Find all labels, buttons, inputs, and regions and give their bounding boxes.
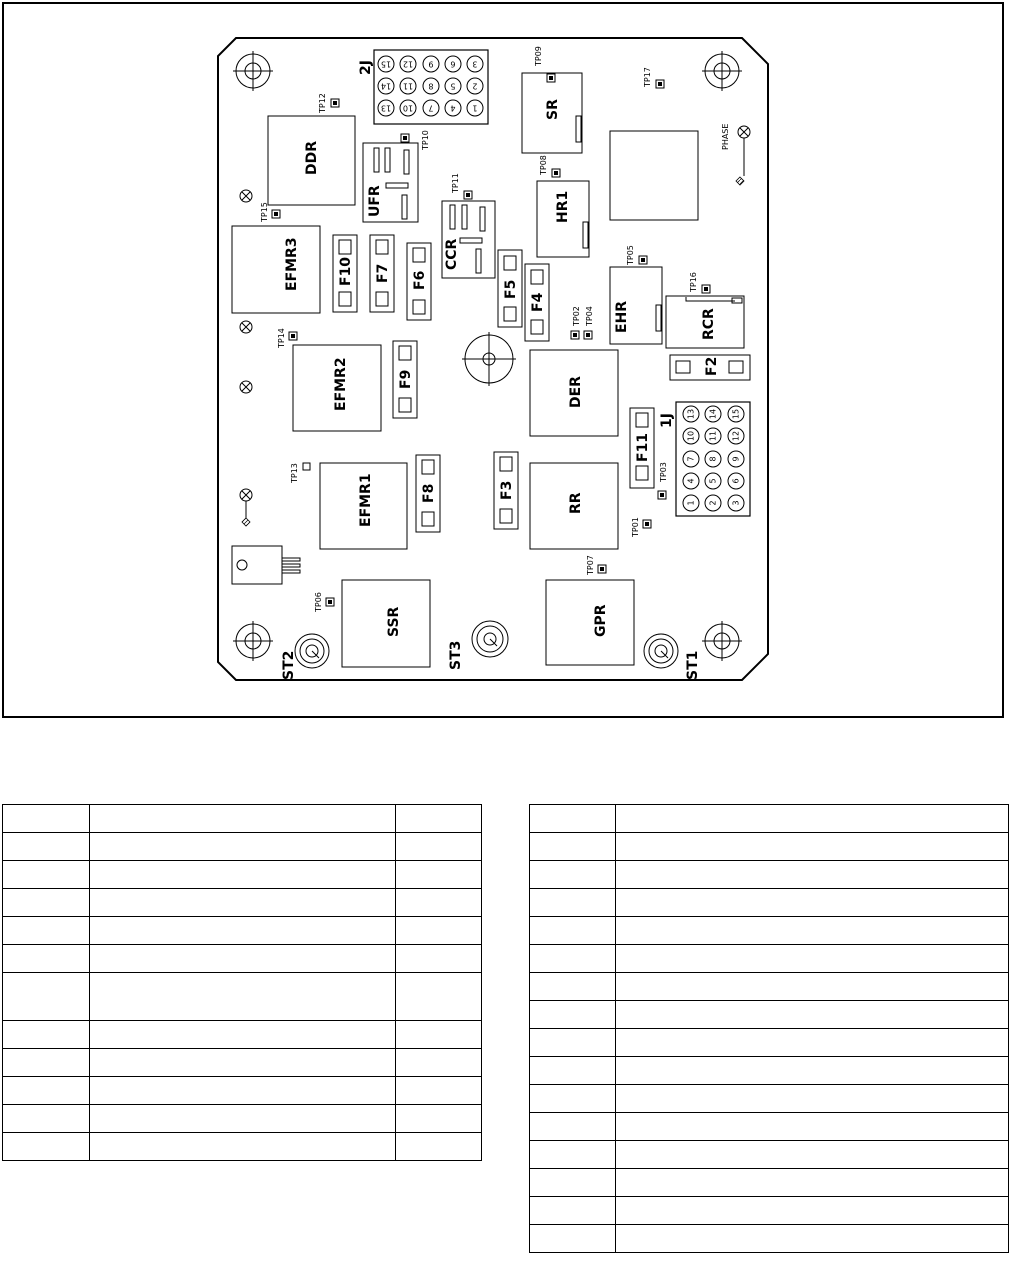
table-cell [396, 945, 482, 973]
table-cell [3, 861, 90, 889]
table-cell [530, 805, 616, 833]
table-cell [396, 1021, 482, 1049]
relay-sr-label: SR [545, 99, 561, 120]
tp16-point [702, 285, 710, 293]
table-cell [615, 945, 1008, 973]
led-indicator [240, 321, 252, 333]
table-cell [396, 973, 482, 1021]
tp08-point [552, 169, 560, 177]
svg-text:10: 10 [402, 103, 414, 113]
tp10-label: TP10 [421, 130, 430, 150]
relay-rcr-label: RCR [701, 308, 717, 340]
table-cell [89, 805, 395, 833]
table-row [3, 1077, 482, 1105]
connector-2j-pin [467, 56, 483, 72]
table-cell [615, 1141, 1008, 1169]
table-cell [396, 833, 482, 861]
connector-1j-pin [705, 473, 721, 489]
table-row [3, 861, 482, 889]
relay-gpr-label: GPR [593, 604, 609, 637]
connector-2j-pin [445, 78, 461, 94]
connector-1j-pin [728, 428, 744, 444]
table-cell [615, 889, 1008, 917]
tp11-label: TP11 [451, 173, 460, 193]
fuse-f8-label: F8 [421, 483, 437, 503]
table-cell [530, 1169, 616, 1197]
svg-text:15: 15 [380, 59, 392, 69]
solder-pad [736, 177, 744, 185]
table-row [530, 973, 1009, 1001]
table-cell [89, 1077, 395, 1105]
tp16-label: TP16 [689, 272, 698, 292]
table-row [530, 945, 1009, 973]
svg-text:12: 12 [731, 430, 741, 442]
table-cell [396, 1077, 482, 1105]
table-cell [396, 861, 482, 889]
connector-1j-pin [683, 406, 699, 422]
relay-rr-label: RR [568, 492, 584, 514]
svg-text:1: 1 [686, 500, 696, 506]
table-cell [89, 1021, 395, 1049]
table-cell [396, 1133, 482, 1161]
tp13-point [303, 463, 310, 470]
fuse-f10-label: F10 [338, 256, 354, 286]
svg-text:14: 14 [380, 81, 392, 91]
table-cell [3, 889, 90, 917]
connector-1j-pin [705, 406, 721, 422]
table-cell [615, 1225, 1008, 1253]
solder-pad [242, 518, 250, 526]
connector-1j-pin [683, 451, 699, 467]
table-cell [615, 833, 1008, 861]
relay-efmr1-label: EFMR1 [358, 473, 374, 527]
connector-2j-pin [445, 100, 461, 116]
table-cell [89, 917, 395, 945]
table-cell [3, 917, 90, 945]
svg-text:4: 4 [450, 103, 456, 113]
fuse-f6-label: F6 [412, 270, 428, 290]
table-row [3, 945, 482, 973]
fuse-f9-label: F9 [398, 369, 414, 389]
relay-ddr-label: DDR [304, 140, 320, 175]
table-row [530, 1197, 1009, 1225]
st3-label: ST3 [448, 640, 464, 670]
table-cell [615, 1085, 1008, 1113]
relay-ssr-label: SSR [386, 606, 402, 637]
table-row [3, 917, 482, 945]
connector-1j-pin [683, 473, 699, 489]
svg-text:2: 2 [708, 500, 718, 506]
connector-1j-pin [705, 428, 721, 444]
fuse-f4-label: F4 [530, 292, 546, 312]
table-cell [3, 1077, 90, 1105]
connector-2j-pin [423, 100, 439, 116]
svg-text:9: 9 [428, 59, 434, 69]
table-cell [530, 945, 616, 973]
tp05-point [639, 256, 647, 264]
svg-text:2: 2 [472, 81, 478, 91]
svg-text:4: 4 [686, 478, 696, 484]
tp14-point [289, 332, 297, 340]
table-row [530, 1113, 1009, 1141]
table-row [3, 805, 482, 833]
svg-text:13: 13 [686, 408, 696, 420]
svg-text:15: 15 [731, 408, 741, 420]
unlabeled-component [610, 131, 698, 220]
tp12-label: TP12 [318, 93, 327, 113]
table-cell [530, 1085, 616, 1113]
connector-1j-pin [728, 473, 744, 489]
svg-text:11: 11 [708, 430, 718, 442]
tp09-label: TP09 [534, 46, 543, 66]
tp17-label: TP17 [643, 67, 652, 87]
relay-ufr-label: UFR [367, 185, 383, 217]
table-cell [89, 1105, 395, 1133]
tp04-point [584, 331, 592, 339]
fuse-f2-label: F2 [704, 356, 720, 376]
st2-label: ST2 [281, 650, 297, 680]
table-cell [615, 917, 1008, 945]
connector-2j-pin [423, 56, 439, 72]
connector-1j-pin [683, 495, 699, 511]
table-cell [3, 1105, 90, 1133]
tp02-label: TP02 [572, 306, 581, 326]
tp04-label: TP04 [585, 306, 594, 326]
connector-2j-pin [378, 100, 394, 116]
table-cell [615, 1113, 1008, 1141]
table-cell [3, 945, 90, 973]
connector-2j-pin [467, 78, 483, 94]
table-row [530, 1225, 1009, 1253]
tp02-point [571, 331, 579, 339]
tp15-point [272, 210, 280, 218]
tp10-point [401, 134, 409, 142]
relay-ccr-label: CCR [444, 238, 460, 270]
svg-text:14: 14 [708, 408, 718, 420]
connector-1j-pin [728, 406, 744, 422]
connector-2j-pin [423, 78, 439, 94]
tp08-label: TP08 [539, 155, 548, 175]
mounting-hole [233, 621, 273, 661]
tp03-label: TP03 [659, 462, 668, 482]
svg-text:1: 1 [472, 103, 478, 113]
svg-text:5: 5 [708, 478, 718, 484]
connector-2j-label: 2J [358, 60, 374, 75]
svg-text:10: 10 [686, 430, 696, 442]
connector-2j [374, 50, 488, 124]
relay-der-label: DER [568, 376, 584, 408]
table-cell [396, 917, 482, 945]
tp11-point [464, 191, 472, 199]
table-row [3, 1133, 482, 1161]
tp13-label: TP13 [290, 463, 299, 483]
table-cell [530, 1197, 616, 1225]
tp12-point [331, 99, 339, 107]
svg-text:12: 12 [402, 59, 414, 69]
table-cell [89, 1133, 395, 1161]
table-cell [89, 973, 395, 1021]
table-cell [396, 1049, 482, 1077]
table-row [530, 917, 1009, 945]
mounting-hole [702, 621, 742, 661]
connector-2j-pin [378, 78, 394, 94]
table-row [3, 889, 482, 917]
led-indicator [240, 190, 252, 202]
table-cell [530, 973, 616, 1001]
table-cell [615, 1001, 1008, 1029]
svg-text:3: 3 [731, 500, 741, 506]
svg-text:7: 7 [686, 456, 696, 462]
tp01-label: TP01 [631, 517, 640, 537]
fuse-f11-label: F11 [635, 432, 651, 462]
connector-1j [676, 402, 750, 516]
table-row [530, 1141, 1009, 1169]
table-cell [615, 861, 1008, 889]
table-cell [615, 1057, 1008, 1085]
svg-text:11: 11 [402, 81, 414, 91]
table-cell [396, 889, 482, 917]
table-cell [89, 1049, 395, 1077]
svg-text:5: 5 [450, 81, 456, 91]
tp01-point [643, 520, 651, 528]
table-cell [3, 973, 90, 1021]
phase-label: PHASE [721, 123, 730, 150]
connector-2j-pin [400, 78, 416, 94]
table-cell [3, 1021, 90, 1049]
table-cell [3, 805, 90, 833]
connector-2j-pin [467, 100, 483, 116]
stud-terminal [644, 634, 678, 668]
table-cell [530, 1029, 616, 1057]
table-cell [530, 1141, 616, 1169]
svg-text:8: 8 [428, 81, 434, 91]
connector-1j-pin [728, 451, 744, 467]
fuse-f7-label: F7 [375, 263, 391, 283]
tp07-label: TP07 [586, 555, 595, 575]
table-cell [530, 889, 616, 917]
tp07-point [598, 565, 606, 573]
connector-2j-pin [400, 56, 416, 72]
table-cell [3, 833, 90, 861]
table-row [530, 861, 1009, 889]
table-row [530, 1001, 1009, 1029]
svg-text:9: 9 [731, 456, 741, 462]
connector-2j-pin [400, 100, 416, 116]
connector-1j-pin [705, 495, 721, 511]
table-cell [615, 1197, 1008, 1225]
table-cell [3, 1049, 90, 1077]
svg-text:13: 13 [380, 103, 392, 113]
led-indicator [240, 381, 252, 393]
tp15-label: TP15 [260, 202, 269, 222]
center-component [462, 332, 516, 386]
table-row [3, 1049, 482, 1077]
connector-2j-pin [378, 56, 394, 72]
tp06-label: TP06 [314, 592, 323, 612]
svg-text:7: 7 [428, 103, 434, 113]
svg-text:6: 6 [450, 59, 456, 69]
table-row [3, 973, 482, 1021]
table-row [530, 889, 1009, 917]
table-cell [615, 973, 1008, 1001]
table-row [530, 1029, 1009, 1057]
relay-efmr3 [232, 226, 320, 313]
mounting-hole [233, 51, 273, 91]
table-row [530, 805, 1009, 833]
relay-gpr [546, 580, 634, 665]
table-row [3, 1105, 482, 1133]
tp17-point [656, 80, 664, 88]
mounting-hole [702, 51, 742, 91]
svg-text:6: 6 [731, 478, 741, 484]
table-cell [615, 805, 1008, 833]
fuse-f5-label: F5 [503, 279, 519, 299]
st1-label: ST1 [685, 650, 701, 680]
connector-1j-pin [728, 495, 744, 511]
table-cell [396, 805, 482, 833]
connector-1j-pin [683, 428, 699, 444]
stud-terminal [295, 634, 329, 668]
table-cell [530, 1057, 616, 1085]
table-row [530, 1057, 1009, 1085]
table-cell [89, 889, 395, 917]
table-row [530, 1085, 1009, 1113]
relay-ehr-label: EHR [614, 300, 630, 333]
table-row [530, 1169, 1009, 1197]
connector-2j-pin [445, 56, 461, 72]
table-cell [530, 833, 616, 861]
stud-terminal [472, 621, 508, 657]
table-cell [89, 861, 395, 889]
fuse-f3-label: F3 [499, 480, 515, 500]
voltage-regulator [232, 546, 300, 584]
tp06-point [326, 598, 334, 606]
table-row [3, 1021, 482, 1049]
table-cell [89, 833, 395, 861]
tp05-label: TP05 [626, 245, 635, 265]
table-row [3, 833, 482, 861]
svg-text:3: 3 [472, 59, 478, 69]
table-cell [615, 1029, 1008, 1057]
table-cell [530, 1225, 616, 1253]
led-indicator [240, 489, 252, 518]
table-cell [3, 1133, 90, 1161]
table-cell [530, 861, 616, 889]
tp14-label: TP14 [277, 328, 286, 348]
table-cell [530, 1113, 616, 1141]
tp09-point [547, 74, 555, 82]
phase-indicator [738, 126, 750, 176]
svg-text:8: 8 [708, 456, 718, 462]
connector-1j-pin [705, 451, 721, 467]
table-row [530, 833, 1009, 861]
table-cell [615, 1169, 1008, 1197]
tp03-point [658, 491, 666, 499]
table-cell [530, 1001, 616, 1029]
table-cell [530, 917, 616, 945]
relay-hr1-label: HR1 [555, 190, 571, 223]
table-cell [396, 1105, 482, 1133]
legend-table-right [529, 804, 1009, 1253]
legend-table-left [2, 804, 482, 1161]
relay-efmr3-label: EFMR3 [284, 237, 300, 291]
relay-efmr2-label: EFMR2 [333, 357, 349, 411]
connector-1j-label: 1J [659, 413, 675, 428]
table-cell [89, 945, 395, 973]
